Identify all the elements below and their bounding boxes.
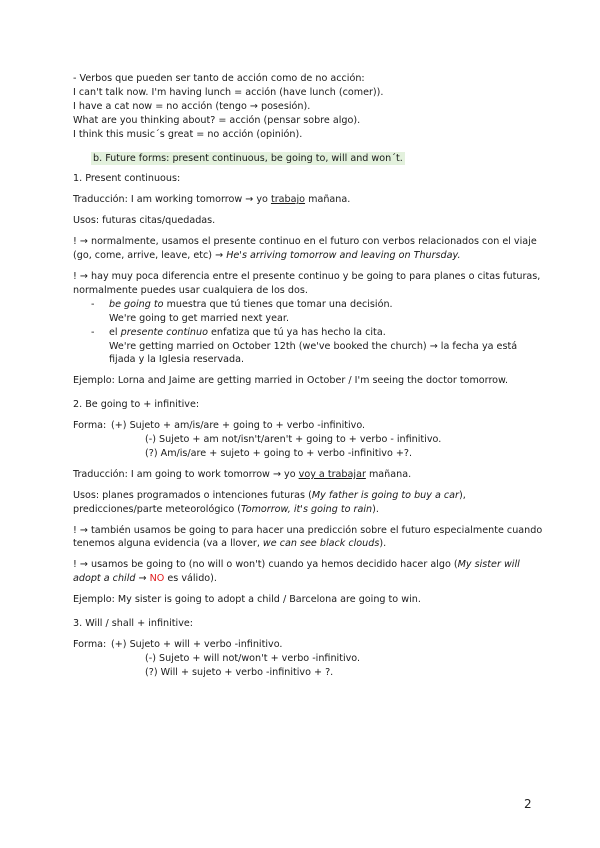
s1-bullet-2-example: We're getting married on October 12th (we've booked the church) → la fecha ya está fijada y la Iglesia reservada. xyxy=(109,340,518,366)
s2-note-2 xyxy=(73,558,543,586)
s2-forma-question: (?) Am/is/are + sujeto + going to + verbo -infinitivo +?. xyxy=(145,447,413,459)
intro-line-4: I think this music´s great = no acción (opinión). xyxy=(73,128,303,140)
s1-bullet-2-rest: enfatiza que tú ya has hecho la cita. xyxy=(207,326,386,338)
s1-trad-underlined: trabajo xyxy=(270,194,306,206)
s1-bullet-2-italic: presente continuo xyxy=(120,326,208,338)
s2-trad-end: mañana. xyxy=(365,468,412,480)
s2-note-1-italic: we can see black clouds xyxy=(262,538,380,550)
s1-bullet-1-italic: be going to xyxy=(109,298,164,310)
s1-ejemplo: Ejemplo: Lorna and Jaime are getting married in October / I'm seeing the doctor tomorrow. xyxy=(73,375,509,387)
s2-trad-text: Traducción: I am going to work tomorrow → yo xyxy=(73,468,299,480)
heading-b-row xyxy=(73,152,543,166)
s1-bullet-1-example: We're going to get married next year. xyxy=(109,312,290,324)
page-number: 2 xyxy=(524,797,532,811)
s2-trad-underlined: voy a trabajar xyxy=(298,468,366,480)
s1-bullet-2 xyxy=(73,326,543,368)
s2-forma xyxy=(73,419,543,461)
s2-ejemplo: Ejemplo: My sister is going to adopt a child / Barcelona are going to win. xyxy=(73,594,421,606)
s2-note-1-end: ). xyxy=(379,538,387,550)
s2-usos-text: Usos: planes programados o intenciones futuras ( xyxy=(73,489,312,501)
s2-note-2-end: es válido). xyxy=(164,573,217,585)
s3-forma-question: (?) Will + sujeto + verbo -infinitivo + ?. xyxy=(145,666,334,678)
s2-usos-example-2: Tomorrow, it's going to rain xyxy=(241,503,373,515)
s1-bullet-1-rest: muestra que tú tienes que tomar una decisión. xyxy=(163,298,393,310)
intro-line-1: I can't talk now. I'm having lunch = acción (have lunch (comer)). xyxy=(73,86,384,98)
s2-forma-negative: (-) Sujeto + am not/isn't/aren't + going to + verbo - infinitivo. xyxy=(145,434,442,446)
s1-bullet-2-start: el xyxy=(109,326,121,338)
intro-line-2: I have a cat now = no acción (tengo → posesión). xyxy=(73,100,311,112)
s2-usos xyxy=(73,489,543,517)
section-2-title: 2. Be going to + infinitive: xyxy=(73,399,200,411)
s2-note-2-italic: My sister will adopt a child xyxy=(73,559,520,585)
s1-trad-text: Traducción: I am working tomorrow → yo xyxy=(73,194,271,206)
bullet-dash: - xyxy=(91,326,95,338)
s2-forma-positive: (+) Sujeto + am/is/are + going to + verbo -infinitivo. xyxy=(111,420,366,432)
s2-traduccion xyxy=(73,468,543,482)
section-3-title: 3. Will / shall + infinitive: xyxy=(73,618,194,630)
section-1-title: 1. Present continuous: xyxy=(73,173,181,185)
intro-line-3: What are you thinking about? = acción (pensar sobre algo). xyxy=(73,114,361,126)
bullet-dash: - xyxy=(91,298,95,310)
s3-forma xyxy=(73,638,543,680)
s3-forma-positive: (+) Sujeto + will + verbo -infinitivo. xyxy=(111,639,283,650)
s2-note-1 xyxy=(73,524,543,552)
s3-forma-label: Forma: xyxy=(73,639,107,650)
s1-usos: Usos: futuras citas/quedadas. xyxy=(73,215,216,227)
page-content xyxy=(73,72,543,680)
s1-traduccion xyxy=(73,193,543,207)
s2-note-1-text: ! → también usamos be going to para hacer una predicción sobre el futuro especialmente cuando tenemos alguna evidencia (va a llover, xyxy=(73,524,543,550)
s1-note-2: ! → hay muy poca diferencia entre el presente continuo y be going to para planes o citas futuras, normalmente puedes usar cualquiera de los dos. xyxy=(73,270,541,296)
s1-bullet-1 xyxy=(73,298,543,326)
s1-note-1-example: He's arriving tomorrow and leaving on Thursday. xyxy=(226,250,461,262)
s1-bullet-1-text xyxy=(109,298,543,326)
s3-forma-lines xyxy=(111,638,543,680)
s2-note-2-red-no: NO xyxy=(149,573,165,585)
s1-trad-end: mañana. xyxy=(305,194,351,206)
s3-forma-negative: (-) Sujeto + will not/won't + verbo -infinitivo. xyxy=(145,652,361,664)
intro-title: - Verbos que pueden ser tanto de acción como de no acción: xyxy=(73,73,365,84)
s2-usos-example-1: My father is going to buy a car xyxy=(311,489,460,501)
s2-forma-lines xyxy=(111,419,543,461)
s2-note-2-arrow: → xyxy=(135,573,150,585)
s1-note-1-text: ! → normalmente, usamos el presente continuo en el futuro con verbos relacionados con el viaje (go, come, arrive, leave, etc) → xyxy=(73,236,537,262)
s2-usos-end: ). xyxy=(372,503,379,515)
s2-note-2-text: ! → usamos be going to (no will o won't) cuando ya hemos decidido hacer algo ( xyxy=(73,559,458,571)
s2-forma-label: Forma: xyxy=(73,420,107,432)
s2-usos-mid: ), predicciones/parte meteorológico ( xyxy=(73,489,466,515)
s1-bullet-2-text xyxy=(109,326,543,368)
heading-future-forms: b. Future forms: present continuous, be going to, will and won´t. xyxy=(93,152,403,164)
s1-note-1 xyxy=(73,235,543,263)
